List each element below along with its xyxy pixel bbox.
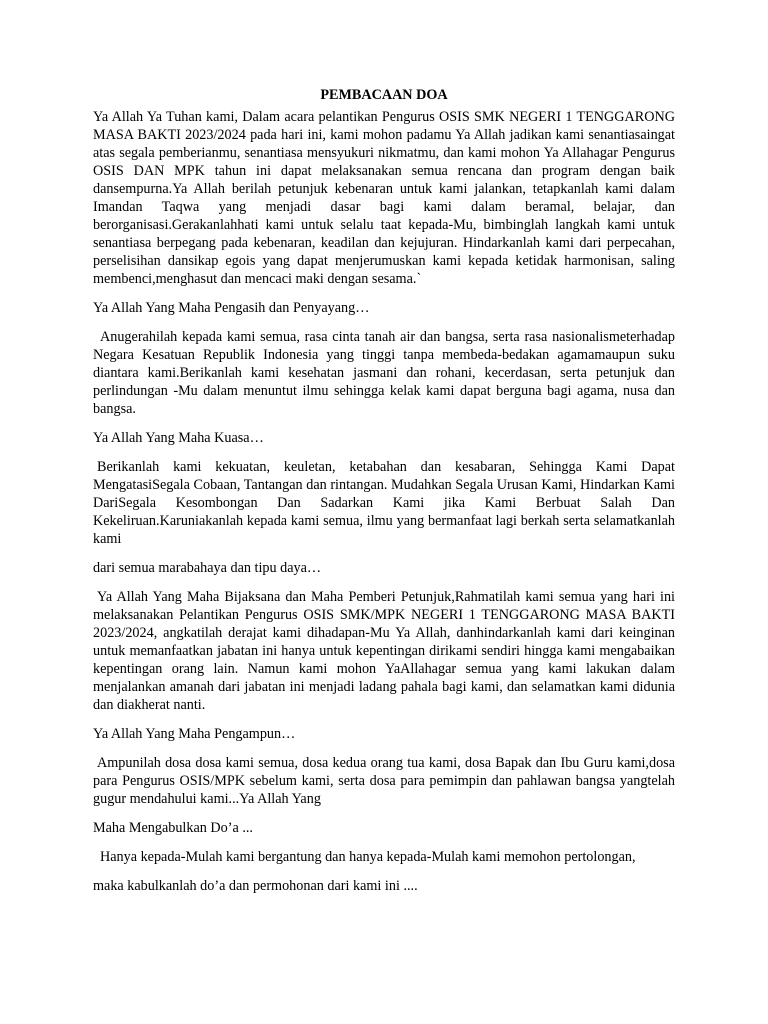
paragraph-invocation-pengampun: Ya Allah Yang Maha Pengampun… [93, 726, 296, 742]
paragraph-berikanlah: Berikanlah kami kekuatan, keuletan, ketabahan dan kesabaran, Sehingga Kami Dapat MengatasiSegala Cobaan, Tantangan dan rintangan. Mudahkan Segala Urusan Kami, Hindarkan Kami DariSegala Kesombongan Dan Sadarkan Kami jika Kami Berbuat Salah Dan Kekeliruan.Karuniakanlah kepada kami semua, ilmu yang bermanfaat lagi berkah serta selamatkanlah kami [93, 459, 675, 547]
paragraph-invocation-pengasih: Ya Allah Yang Maha Pengasih dan Penyayang… [93, 300, 370, 316]
paragraph-opening: Ya Allah Ya Tuhan kami, Dalam acara pelantikan Pengurus OSIS SMK NEGERI 1 TENGGARONG MASA BAKTI 2023/2024 pada hari ini, kami mohon padamu Ya Allah jadikan kami senantiasaingat atas segala pemberianmu, senantiasa mensyukuri nikmatmu, dan kami mohon Ya Allahagar Pengurus OSIS DAN MPK tahun ini dapat melaksanakan semua rencana dan program dengan baik dansempurna.Ya Allah berilah petunjuk kebenaran untuk kami jalankan, tetapkanlah kami dalam Imandan Taqwa yang menjadi dasar bagi kami dalam beramal, belajar, dan berorganisasi.Gerakanlahhati kami untuk selalu taat kepada-Mu, bimbinglah langkah kami untuk senantiasa berpegang pada kebenaran, keadilan dan kejujuran. Hindarkanlah kami dari perpecahan, perselisihan dansikap egois yang dapat menjerumuskan kami kepada ketidak harmonisan, saling membenci,menghasut dan mencaci maki dengan sesama.` [93, 109, 675, 287]
document-title: PEMBACAAN DOA [320, 87, 448, 103]
paragraph-closing: maka kabulkanlah do’a dan permohonan dari kami ini .... [93, 878, 418, 894]
paragraph-anugerahilah: Anugerahilah kepada kami semua, rasa cinta tanah air dan bangsa, serta rasa nasionalismeterhadap Negara Kesatuan Republik Indonesia yang tinggi tanpa membeda-bedakan agamamaupun suku diantara kami.Berikanlah kami kesehatan jasmani dan rohani, kecerdasan, serta petunjuk dan perlindungan -Mu dalam menuntut ilmu sehingga kelak kami dapat berguna bagi agama, nusa dan bangsa. [93, 329, 675, 417]
paragraph-hanya-kepada: Hanya kepada-Mulah kami bergantung dan hanya kepada-Mulah kami memohon pertolongan, [100, 849, 636, 865]
paragraph-invocation-kuasa: Ya Allah Yang Maha Kuasa… [93, 430, 264, 446]
document-body [93, 86, 675, 906]
paragraph-mengabulkan: Maha Mengabulkan Do’a ... [93, 820, 253, 836]
paragraph-bijaksana: Ya Allah Yang Maha Bijaksana dan Maha Pemberi Petunjuk,Rahmatilah kami semua yang hari ini melaksanakan Pelantikan Pengurus OSIS SMK/MPK NEGERI 1 TENGGARONG MASA BAKTI 2023/2024, angkatilah derajat kami dihadapan-Mu Ya Allah, danhindarkanlah kami dari keinginan untuk memanfaatkan jabatan ini hanya untuk kepentingan dirikami sendiri hingga kami mengabaikan kepentingan orang lain. Namun kami mohon YaAllahagar semua yang kami lakukan dalam menjalankan amanah dari jabatan ini menjadi ladang pahala bagi kami, dan selamatkan kami didunia dan diakherat nanti. [93, 589, 675, 713]
paragraph-ampunilah: Ampunilah dosa dosa kami semua, dosa kedua orang tua kami, dosa Bapak dan Ibu Guru kami,dosa para Pengurus OSIS/MPK sebelum kami, serta dosa para pemimpin dan pahlawan bangsa yangtelah gugur mendahului kami...Ya Allah Yang [93, 755, 675, 807]
paragraph-marabahaya: dari semua marabahaya dan tipu daya… [93, 560, 322, 576]
